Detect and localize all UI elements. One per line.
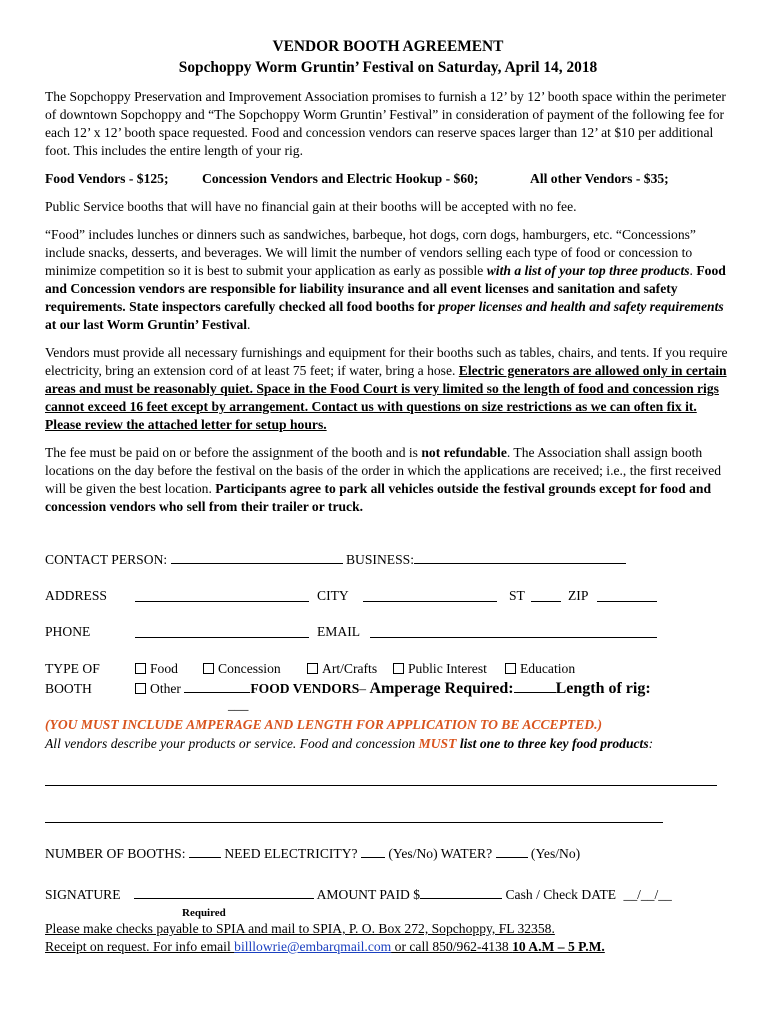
describe-text <box>45 735 653 753</box>
city-label: CITY <box>317 588 349 603</box>
food-text-7: . <box>247 317 251 332</box>
amount-field[interactable] <box>420 886 502 899</box>
amperage-dash: – <box>359 681 370 696</box>
public-service-paragraph: Public Service booths that will have no financial gain at their booths will be accepted with no fee. <box>45 199 577 214</box>
opt-public[interactable]: Public Interest <box>393 660 487 678</box>
artcrafts-checkbox[interactable] <box>307 663 318 674</box>
opt-food[interactable]: Food <box>135 660 178 678</box>
document-title: VENDOR BOOTH AGREEMENT <box>272 38 504 55</box>
products-line-2[interactable] <box>45 822 663 823</box>
phone-label: PHONE <box>45 624 91 639</box>
number-booths-label: NUMBER OF BOOTHS: <box>45 846 186 861</box>
footer-line-2 <box>45 938 605 956</box>
footer-text-1: Receipt on request. For info email <box>45 939 235 954</box>
fee-concession: Concession Vendors and Electric Hookup - $60; <box>202 171 479 186</box>
fee-paragraph <box>45 444 731 516</box>
st-label: ST <box>509 588 525 603</box>
amperage-label: Amperage Required: <box>369 680 514 697</box>
food-checkbox[interactable] <box>135 663 146 674</box>
zip-label: ZIP <box>568 588 589 603</box>
footer-line-1: Please make checks payable to SPIA and mail to SPIA, P. O. Box 272, Sopchoppy, FL 32358. <box>45 921 555 936</box>
notice-text: (YOU MUST INCLUDE AMPERAGE AND LENGTH FOR APPLICATION TO BE ACCEPTED.) <box>45 717 603 732</box>
date-field[interactable]: __/__/__ <box>623 887 672 902</box>
products-line-1[interactable] <box>45 785 717 786</box>
address-field[interactable] <box>135 589 309 602</box>
food-text-2: with a list of your top three products <box>486 263 690 278</box>
email-field[interactable] <box>370 625 657 638</box>
food-text-5: proper licenses and health and safety requirements <box>438 299 724 314</box>
amount-label: AMOUNT PAID $ <box>316 887 421 902</box>
describe-text-2: list one to three key food products <box>456 736 649 751</box>
other-field[interactable] <box>184 680 250 693</box>
concession-checkbox[interactable] <box>203 663 214 674</box>
document-body <box>45 36 731 516</box>
opt-education[interactable]: Education <box>505 660 575 678</box>
vendors-paragraph <box>45 344 731 434</box>
vendors-text-1: Vendors must provide all necessary furnishings and equipment for their booths such as tables, chairs, and tents. If you require electricity, bring an extension cord of at least 75 feet; if water, bring a hose. <box>45 345 728 378</box>
footer-text-2: or call 850/962-4138 <box>391 939 513 954</box>
email-label: EMAIL <box>317 624 361 639</box>
other-checkbox[interactable] <box>135 683 146 694</box>
signature-label: SIGNATURE <box>45 887 121 902</box>
yesno-label: (Yes/No) <box>530 846 581 861</box>
required-note: Required <box>182 907 226 919</box>
opt-artcrafts[interactable]: Art/Crafts <box>307 660 377 678</box>
booths-row <box>45 845 580 863</box>
phone-row <box>45 623 685 641</box>
food-text-3: . <box>689 263 697 278</box>
cash-check-label: Cash / Check DATE <box>505 887 617 902</box>
electricity-field[interactable] <box>361 845 385 858</box>
water-field[interactable] <box>496 845 528 858</box>
describe-text-1: All vendors describe your products or service. Food and concession <box>45 736 419 751</box>
food-vendors-label: FOOD VENDORS <box>250 681 360 696</box>
contact-row <box>45 551 626 569</box>
signature-row <box>45 886 672 904</box>
contact-label: CONTACT PERSON: <box>45 552 168 567</box>
length-trail[interactable]: ___ <box>228 697 249 712</box>
fee-other: All other Vendors - $35; <box>530 171 669 186</box>
document-subtitle: Sopchoppy Worm Gruntin’ Festival on Saturday, April 14, 2018 <box>178 59 598 76</box>
amperage-field[interactable] <box>514 680 556 693</box>
intro-paragraph: The Sopchoppy Preservation and Improvement Association promises to furnish a 12’ by 12’ booth space within the perimeter of downtown Sopchoppy and “The Sopchoppy Worm Gruntin’ Festival” in consideration of payment of the following fee for each 12’ x 12’ booth space requested. Food and concession vendors can reserve spaces larger than 12’ at $10 per additional foot. This includes the entire length of your rig. <box>45 89 726 158</box>
fee-food: Food Vendors - $125; <box>45 171 169 186</box>
opt-other[interactable]: Other FOOD VENDORS– Amperage Required: Length of rig: <box>135 680 651 698</box>
phone-field[interactable] <box>135 625 309 638</box>
footer-hours: 10 A.M – 5 P.M. <box>512 939 605 954</box>
city-field[interactable] <box>363 589 497 602</box>
address-label: ADDRESS <box>45 588 107 603</box>
fee-text-2: not refundable <box>421 445 507 460</box>
fee-text-4: Participants agree to park all vehicles outside the festival grounds except for food and concession vendors who sell from their trailer or truck. <box>45 481 712 514</box>
electricity-label: NEED ELECTRICITY? <box>224 846 358 861</box>
food-paragraph <box>45 226 731 334</box>
contact-field[interactable] <box>171 551 343 564</box>
food-text-4: Food and Concession vendors are responsible for liability insurance and all event licenses and sanitation and safety requirements. State inspectors carefully checked all food booths for <box>45 263 726 314</box>
booth-type-row <box>45 660 725 678</box>
vendors-text-2: Electric generators are allowed only in certain areas and must be reasonably quiet. Space in the Food Court is very limited so the length of food and concession rigs cannot exceed 16 feet except by arrangement. Contact us with questions on size restrictions as we can often fix it. Please review the attached letter for setup hours. <box>45 363 727 432</box>
water-label: (Yes/No) WATER? <box>388 846 493 861</box>
signature-field[interactable] <box>134 886 314 899</box>
fee-text-1: The fee must be paid on or before the assignment of the booth and is <box>45 445 422 460</box>
food-text-6: at our last Worm Gruntin’ Festival <box>45 317 248 332</box>
zip-field[interactable] <box>597 589 657 602</box>
length-label: Length of rig: <box>555 680 651 697</box>
business-label: BUSINESS: <box>345 552 414 567</box>
fee-list <box>45 170 731 188</box>
opt-concession[interactable]: Concession <box>203 660 281 678</box>
email-link[interactable]: billlowrie@embarqmail.com <box>234 939 392 954</box>
business-field[interactable] <box>414 551 626 564</box>
address-row <box>45 587 685 605</box>
number-booths-field[interactable] <box>189 845 221 858</box>
fee-text-3: . The Association shall assign booth locations on the day before the festival on the basis of the order in which the applications are received; i.e., the first received will be given the best location. <box>45 445 722 496</box>
booth-type-row-2 <box>45 680 725 698</box>
describe-text-3: : <box>648 736 654 751</box>
describe-must: MUST <box>418 736 457 751</box>
food-text-1: “Food” includes lunches or dinners such as sandwiches, barbeque, hot dogs, corn dogs, hamburgers, etc. “Concessions” include snacks, desserts, and beverages. We will limit the number of vendors selling each type of food or concession to minimize competition so it is best to submit your application as early as possible <box>45 227 696 278</box>
type-label-1: TYPE OF <box>45 661 100 676</box>
education-checkbox[interactable] <box>505 663 516 674</box>
public-checkbox[interactable] <box>393 663 404 674</box>
st-field[interactable] <box>531 589 561 602</box>
type-label-2: BOOTH <box>45 681 92 696</box>
